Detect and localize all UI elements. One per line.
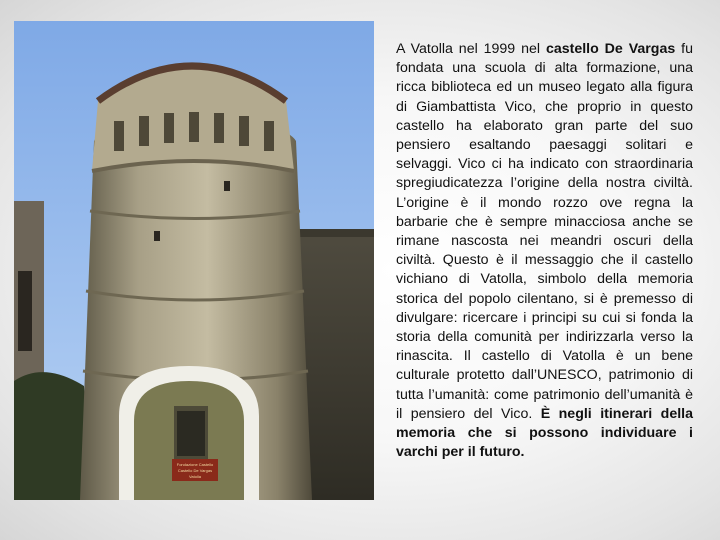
text-bold-closing: È negli itinerari della memoria che si possono individuare i varchi per il futuro.	[396, 405, 694, 461]
plaque-line-2: Castello De Vargas	[177, 468, 213, 473]
text-part-2: fu fondata una scuola di alta formazione, una ricca biblioteca ed un museo legato alla figura di Giambattista Vico, che proprio in questo castello ha elaborato gran parte del suo pensiero esaltando paesaggi solitari e selvaggi. Vico ci ha indicato con straordinaria spregiudicatezza l’origine della nostra civiltà. L’origine è il mondo rozzo ove regna la barbarie che è sempre minacciosa anche se rimane nascosta nei meandri oscuri della civiltà. Questo è il messaggio che il castello vichiano di Vatolla, simbolo della memoria storica del popolo cilentano, si è premesso di divulgare: ricercare i principi su cui si fonda la storia della comunità per indirizzarla verso la rinascita. Il castello di Vatolla è un bene culturale protetto dall’UNESCO, patrimonio di tutta l’umanità: come patrimonio dell’umanità è il pensiero del Vico.	[396, 41, 693, 422]
text-bold-castello: castello De Vargas	[545, 41, 676, 57]
description-text	[396, 40, 693, 462]
castle-photo	[14, 21, 374, 500]
text-part-1: A Vatolla nel 1999 nel	[396, 41, 546, 57]
plaque-line-1: Fondazione Castello	[176, 462, 214, 467]
plaque-line-3: Vatolla	[189, 474, 201, 479]
